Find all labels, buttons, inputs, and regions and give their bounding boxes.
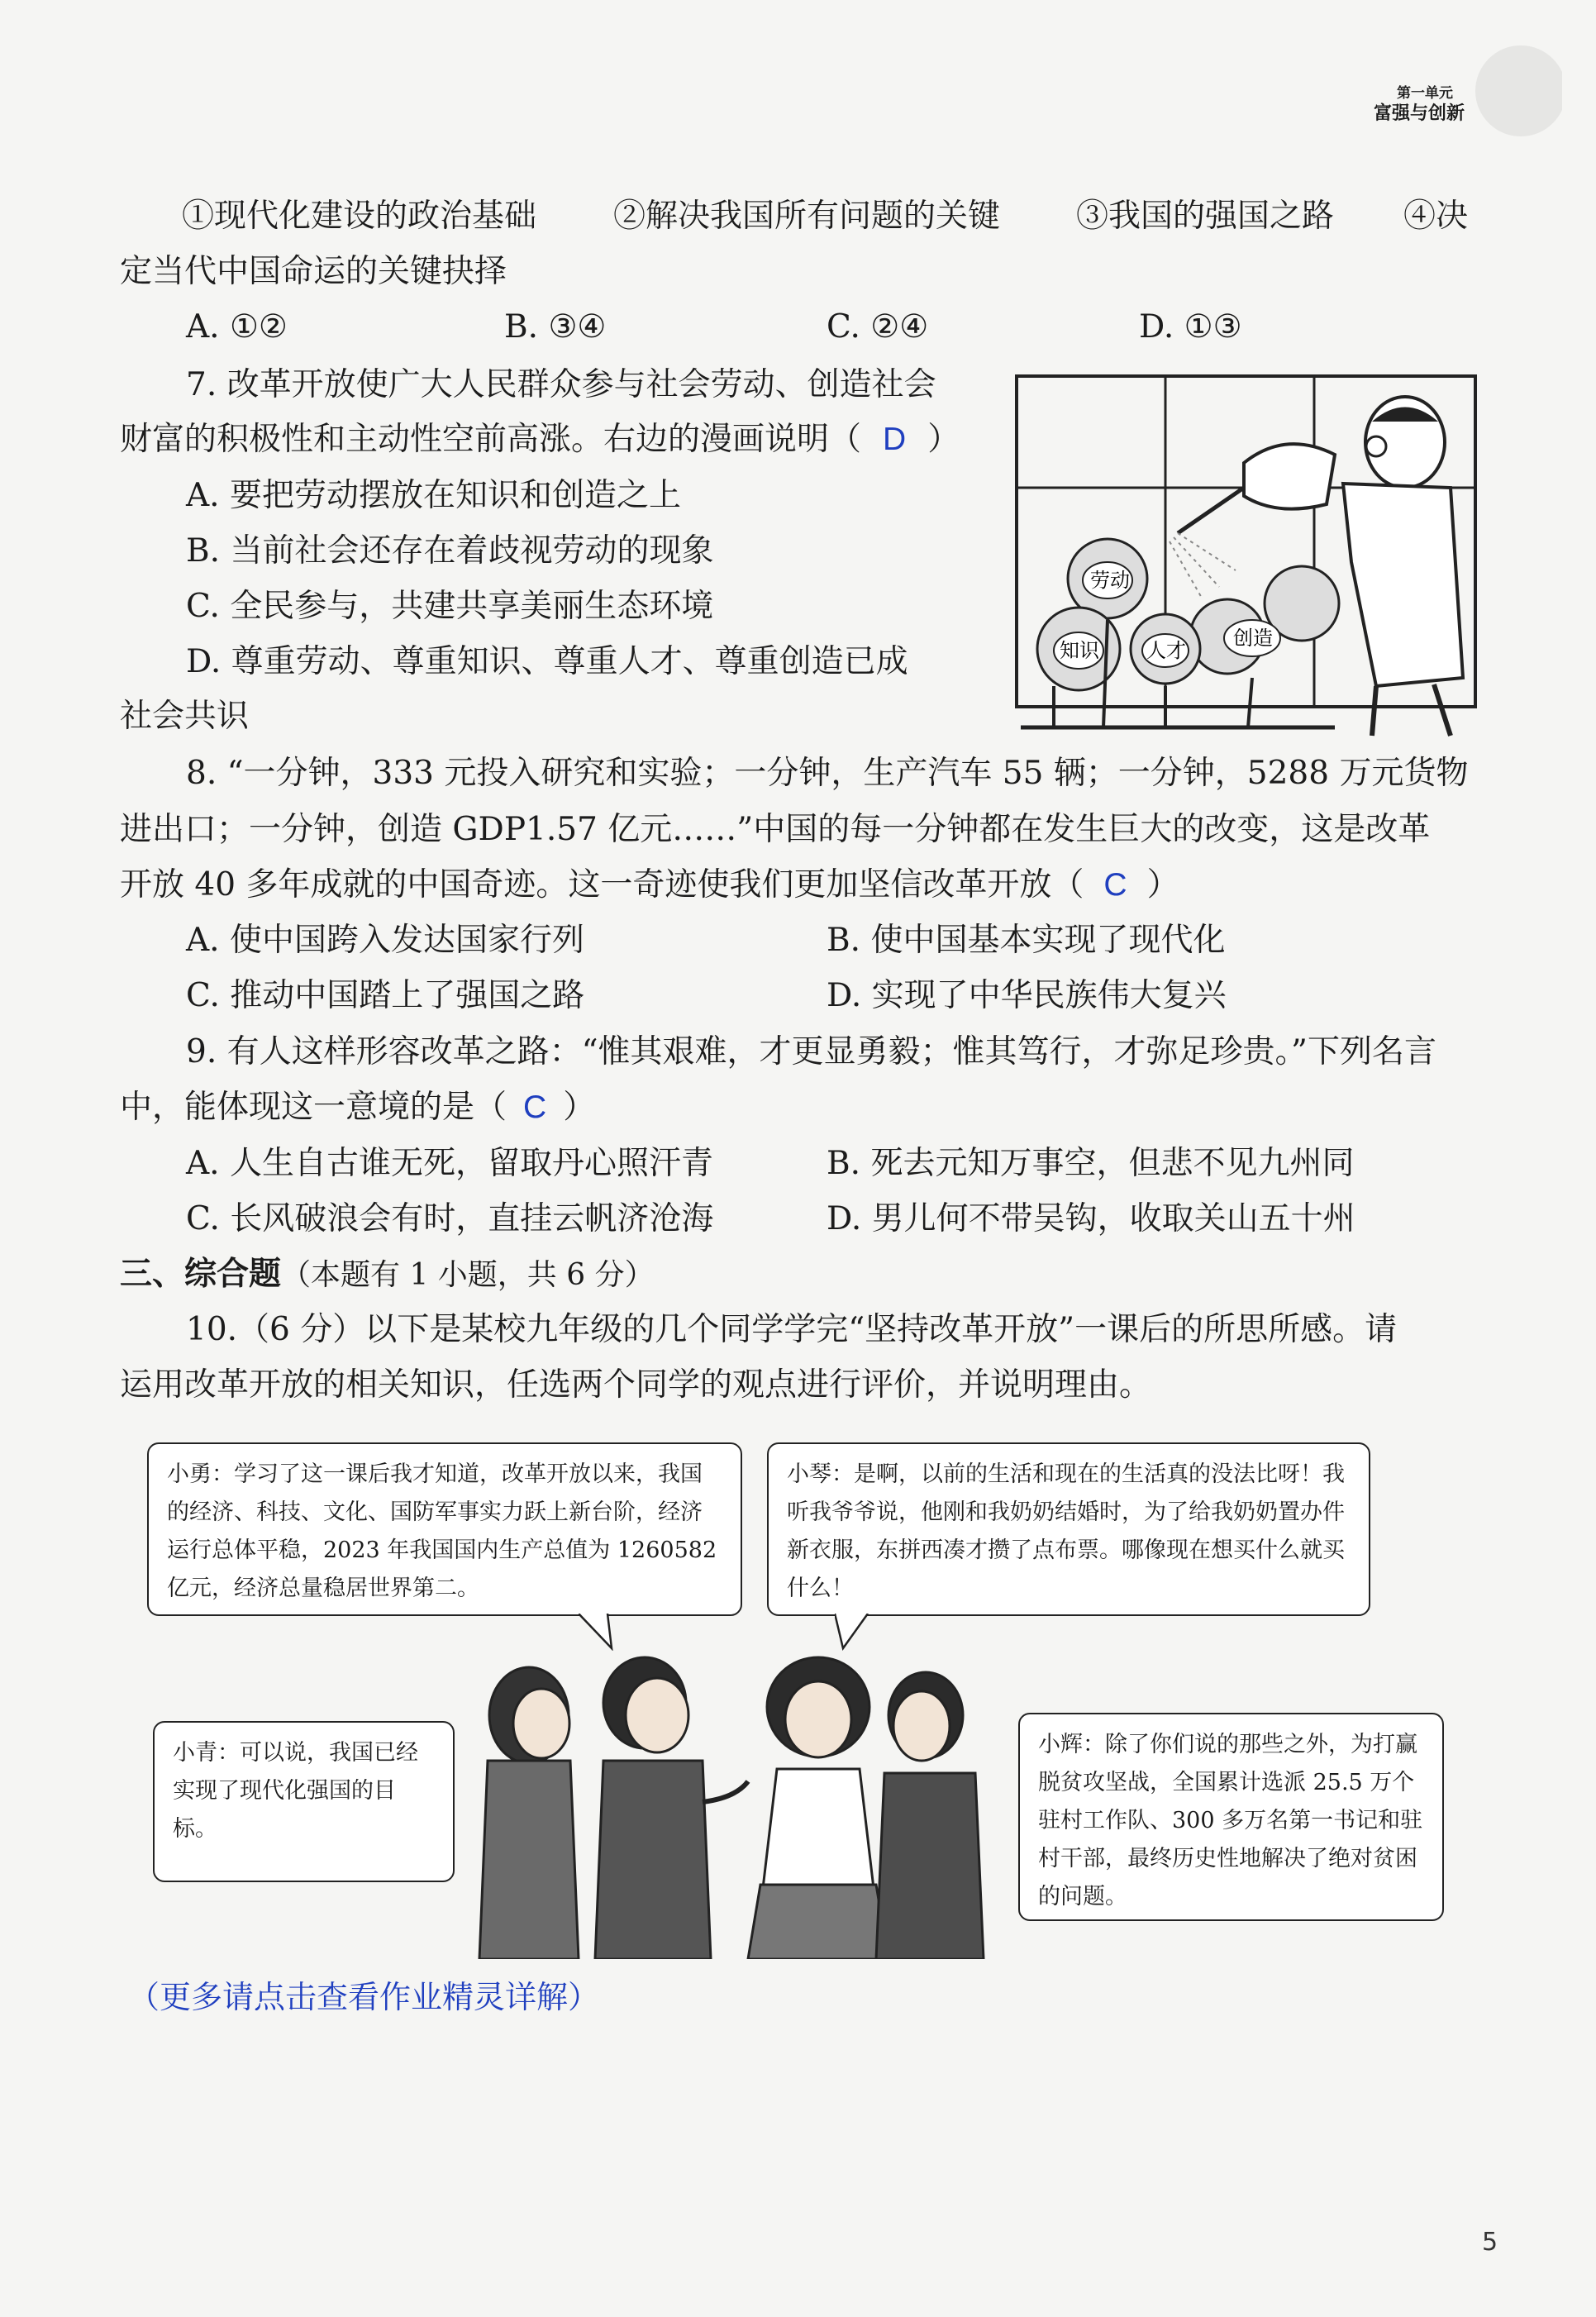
q10-stem-line1: 10.（6 分）以下是某校九年级的几个同学学完“坚持改革开放”一课后的所思所感。请	[186, 1311, 1398, 1348]
section-3-note: （本题有 1 小题，共 6 分）	[281, 1258, 655, 1292]
q6-choice-c: C. ②④	[827, 308, 929, 346]
q9-option-a: A. 人生自古谁无死，留取丹心照汗青	[186, 1145, 713, 1182]
q8-option-a: A. 使中国跨入发达国家行列	[186, 922, 584, 959]
q7-stem-line1: 7. 改革开放使广大人民群众参与社会劳动、创造社会	[186, 366, 936, 403]
q9-option-c: C. 长风破浪会有时，直挂云帆济沧海	[186, 1200, 714, 1237]
q6-choice-d: D. ①③	[1139, 308, 1242, 346]
q6-choice-b: B. ③④	[504, 308, 607, 346]
q6-choice-a: A. ①②	[186, 308, 288, 346]
q8-stem-line2: 进出口；一分钟，创造 GDP1.57 亿元……”中国的每一分钟都在发生巨大的改变，这是改革	[120, 811, 1431, 848]
q7-cartoon	[988, 364, 1484, 744]
q10-stem-line2: 运用改革开放的相关知识，任选两个同学的观点进行评价，并说明理由。	[120, 1366, 1152, 1404]
q7-option-a: A. 要把劳动摆放在知识和创造之上	[186, 477, 681, 514]
page-number: 5	[1482, 2228, 1498, 2257]
q9-stem-line2: 中，能体现这一意境的是（ C ）	[120, 1089, 596, 1126]
students-illustration	[463, 1637, 1008, 1959]
cartoon-label-create: 创造	[1233, 627, 1273, 650]
q7-option-c: C. 全民参与，共建共享美丽生态环境	[186, 588, 714, 625]
q9-option-b: B. 死去元知万事空，但悲不见九州同	[827, 1145, 1355, 1182]
q8-stem-line3: 开放 40 多年成就的中国奇迹。这一奇迹使我们更加坚信改革开放（ C ）	[120, 866, 1179, 903]
q8-option-c: C. 推动中国踏上了强国之路	[186, 977, 585, 1014]
q9-stem-line1: 9. 有人这样形容改革之路：“惟其艰难，才更显勇毅；惟其笃行，才弥足珍贵。”下列名言	[186, 1033, 1436, 1070]
section-3-heading	[120, 1255, 655, 1295]
bubble-xiaoyong: 小勇：学习了这一课后我才知道，改革开放以来，我国的经济、科技、文化、国防军事实力跃上新台阶，经济运行总体平稳，2023 年我国国内生产总值为 1260582 亿元，经济总量稳居世界第二。	[147, 1442, 742, 1616]
q7-option-d: D. 尊重劳动、尊重知识、尊重人才、尊重创造已成	[186, 643, 908, 680]
cartoon-label-labor: 劳动	[1090, 569, 1130, 592]
header-title: 富强与创新	[1374, 103, 1465, 124]
q9-answer: C	[523, 1089, 547, 1125]
q6-option-4-start: ④决	[1403, 198, 1469, 235]
more-details-link[interactable]: （更多请点击查看作业精灵详解）	[128, 1979, 600, 2015]
q6-option-3: ③我国的强国之路	[1076, 198, 1335, 235]
q7-option-b: B. 当前社会还存在着歧视劳动的现象	[186, 532, 714, 570]
q9-option-d: D. 男儿何不带吴钩，收取关山五十州	[827, 1200, 1355, 1237]
q8-option-b: B. 使中国基本实现了现代化	[827, 922, 1226, 959]
q7-answer: D	[883, 422, 907, 457]
cartoon-label-knowledge: 知识	[1060, 639, 1099, 662]
bubble-xiaohui: 小辉：除了你们说的那些之外，为打赢脱贫攻坚战，全国累计选派 25.5 万个驻村工作队、300 多万名第一书记和驻村干部，最终历史性地解决了绝对贫困的问题。	[1018, 1713, 1444, 1921]
section-3-title: 三、综合题	[120, 1256, 282, 1293]
q7-stem-line2: 财富的积极性和主动性空前高涨。右边的漫画说明（ D ）	[120, 421, 960, 458]
q8-option-d: D. 实现了中华民族伟大复兴	[827, 977, 1227, 1014]
q6-option-1: ①现代化建设的政治基础	[182, 198, 537, 235]
q6-option-4-end: 定当代中国命运的关键抉择	[120, 253, 507, 290]
q8-stem-line1: 8. “一分钟，333 元投入研究和实验；一分钟，生产汽车 55 辆；一分钟，5288 万元货物	[186, 755, 1469, 792]
cartoon-label-talent: 人才	[1146, 639, 1186, 662]
bubble-xiaoqin: 小琴：是啊，以前的生活和现在的生活真的没法比呀！我听我爷爷说，他刚和我奶奶结婚时，为了给我奶奶置办件新衣服，东拼西凑才攒了点布票。哪像现在想买什么就买什么！	[767, 1442, 1370, 1616]
header-decoration-icon	[1471, 37, 1562, 145]
q8-answer: C	[1103, 867, 1127, 903]
header-unit: 第一单元	[1397, 85, 1453, 102]
q6-option-2: ②解决我国所有问题的关键	[613, 198, 1001, 235]
bubble-xiaoqing: 小青：可以说，我国已经实现了现代化强国的目标。	[153, 1721, 455, 1882]
q7-option-d-cont: 社会共识	[120, 698, 250, 735]
